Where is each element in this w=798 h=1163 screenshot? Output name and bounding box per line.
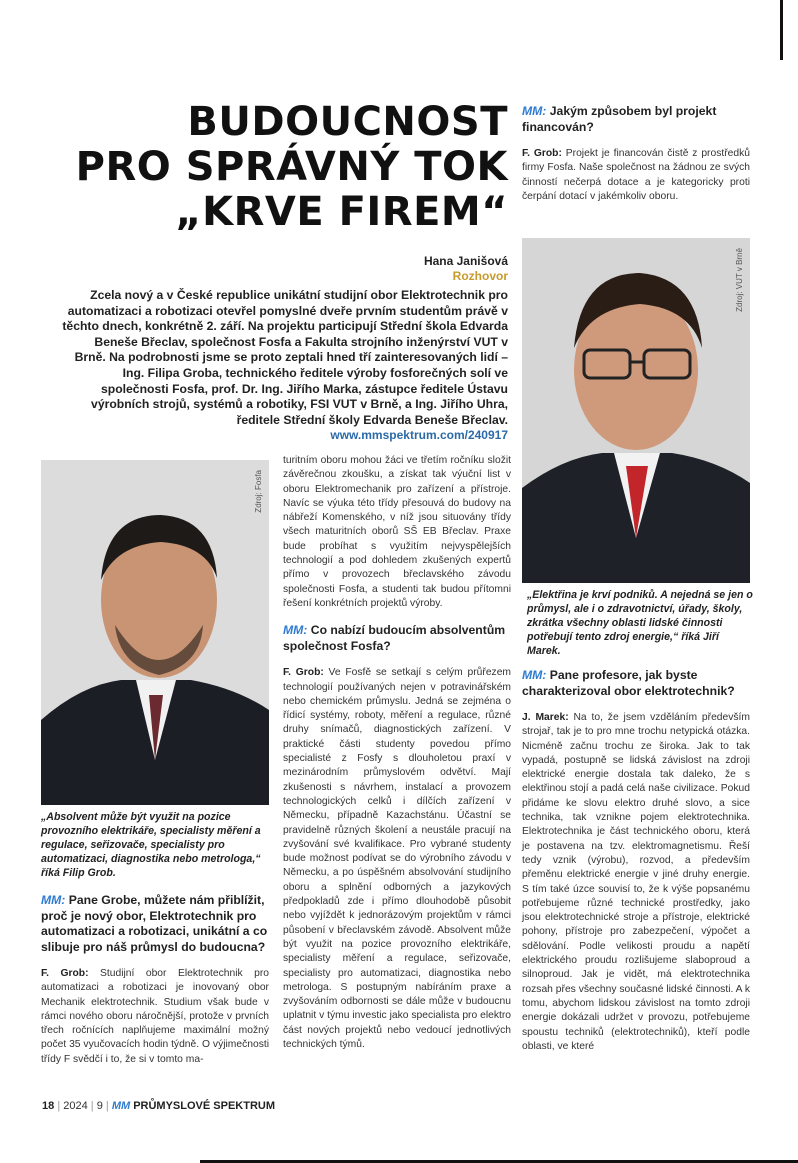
question-right-top: MM: Jakým způsobem byl projekt financován? [522,104,717,134]
crop-mark-right [780,0,783,60]
question-right-bottom: MM: Pane profesore, jak byste charakterizoval obor elektrotechnik? [522,668,735,698]
mm-label: MM: [41,893,66,907]
lead-paragraph: Zcela nový a v České republice unikátní studijní obor Elektrotechnik pro automatizaci a robotizaci otevřel pomyslné dveře prvním studentům právě v těchto dnech, konkrétně 2. září. Na projektu participují Střední škola Edvarda Beneše Břeclav, společnost Fosfa a Fakulta strojního inženýrství VUT v Brně. Na podrobnosti jsme se proto zeptali hned tří zainteresovaných lidí – Ing. Filipa Groba, technického ředitele výroby fosforečných solí ve společnosti Fosfa, prof. Dr. Ing. Jiřího Marka, zástupce ředitele Ústavu výrobních strojů, systémů a robotiky, FSI VUT v Brně, a Ing. Jiřího Uhra, ředitele Střední školy Edvarda Beneše Břeclav. [62,288,508,427]
answer-right-top: F. Grob: Projekt je financován čistě z prostředků firmy Fosfa. Naše společnost na žádnou ze svých činností nečerpá dotace a je kategoricky proti čerpání dotací v jakémkoliv oboru. [522,148,750,202]
photo-credit-vut: Zdroj: VUT v Brně [735,248,744,312]
mm-label: MM: [283,623,308,638]
footer-publication: PRŮMYSLOVÉ SPEKTRUM [133,1100,275,1112]
rubric-label: Rozhovor [452,269,508,283]
question-middle: MM: Co nabízí budoucím absolventům společnost Fosfa? [283,623,506,653]
answer-middle: F. Grob: Ve Fosfě se setkají s celým průřezem technologií používaných nejen v potravinářském nebo chemickém průmyslu. Jedná se zejména o řídicí systémy, roboty, měření a regulace, různé druhy snímačů, diagnostických zařízení. V praktické části studenty povedou přímo specialisté z Fosfy s dlouholetou praxí v mezinárodním průmyslovém odvětví. Mají zkušenosti s návrhem, instalací a provozem technologických celků i dílčích zařízení v Německu, případně Kazachstánu. Účastní se pravidelně různých školení a neustále pracují na zvyšování své kvalifikace. Pro vybrané studenty bude možnost podívat se do výrobního závodu v Německu, a po úspěšném absolvování studijního oboru a splnění odborných a jazykových předpokladů zde i přímo dlouhodobě působit nebo vyjíždět k jednorázovým projektům v rámci působení v břeclavském závodě. Absolvent může být využit na pozice provozního elektrikáře, specialisty měření a regulace, seřizovače, specialisty pro automatizaci, diagnostika nebo metrologa. S postupným nabíráním praxe a zvyšováním odbornosti se dále může v budoucnu uplatnit v týmu investic jako specialista pro elektro část nových projektů nebo vedoucí jednotlivých technických týmů. [283,667,511,1050]
speaker-label: J. Marek: [522,712,569,723]
footer-year: 2024 [63,1100,88,1112]
article-url-link[interactable]: www.mmspektrum.com/240917 [330,428,508,442]
continuation-text: turitním oboru mohou žáci ve třetím ročníku složit závěrečnou zkoušku, a získat tak výuční list v oboru Elektromechanik pro zařízení a přístroje. Navíc se výuka této třídy přesouvá do budovy na nábřeží Komenského, v níž jsou situovány třídy všech maturitních oborů SŠ EB Břeclav. Praxe bude probíhat s využitím nejvyspělejších technologií a pod dohledem zkušených expertů přímo v provozech břeclavského závodu společnosti Fosfa, a studenti tak budou přítomni řešení konkrétních projektů výroby. [283,455,511,609]
page-footer: 18 | 2024 | 9 | MM PRŮMYSLOVÉ SPEKTRUM [42,1100,275,1112]
caption-marek: „Elektřina je krví podniků. A nejedná se jen o průmysl, ale i o zdravotnictví, úřady, školy, zkrátka všechny oblasti lidské činnosti potřebují tento zdroj energie,“ říká Jiří Marek. [527,589,753,657]
speaker-label: F. Grob: [283,667,324,679]
mm-label: MM: [522,104,547,118]
mm-label: MM: [522,668,547,682]
answer-right-bottom: J. Marek: Na to, že jsem vzděláním především strojař, tak je to pro mne trochu netypická otázka. Nicméně začnu trochu ze široka. Jak to tak vypadá, postupně se lidská závislost na zdroji elektrické energie dostala tak daleko, že s elektřinou stojí a padá celá naše civilizace. Pokud přidáme ke slovu elektro druhé slovo, a sice technika, tak vznikne pojem elektrotechnika. Elektrotechnika je část technického oboru, která je postavena na tzv. elektromagnetismu. Řeší tedy vznik (výrobu), rozvod, a především přeměnu elektrické energie v jiné druhy energie. S tím také úzce souvisí to, že k výše popsanému potřebujeme různé technické prostředky, jako jsou elektrotechnické stroje a přístroje, elektrické pohony, přístroje pro zabezpečení, výpočet a sdělování. Podle velikosti proudu a napětí elektrického proudu rozlišujeme slaboproud a silnoproud. Jak je vidět, má elektrotechnika rozsah přes všechny současné lidské činnosti. A k tomu, abychom lidskou závislost na tomto zdroji energie dokázali udržet v provozu, potřebujeme spoustu techniků (elektrotechniků), kteří podle oblasti, ve které [522,712,750,1052]
byline [300,254,508,284]
title-line-2: PRO SPRÁVNÝ TOK [75,144,508,190]
speaker-label: F. Grob: [522,148,562,159]
column-right-bottom [522,668,750,1054]
footer-issue: 9 [96,1100,103,1112]
portrait-marek-illustration [522,238,750,583]
photo-jiri-marek [522,238,750,583]
column-right-top [522,104,750,204]
article-title [60,100,508,235]
author-name: Hana Janišová [423,254,508,268]
answer-left: F. Grob: Studijní obor Elektrotechnik pro automatizaci a robotizaci je inovovaný obor Mechanik elektrotechnik. Studium však bude v rámci nového oboru náročnější, protože v prvních třech ročnících naplňujeme maximální možný počet 35 vyučovacích hodin týdně. O výjimečnosti třídy F svědčí i to, že si v tomto ma- [41,968,269,1065]
photo-credit-fosfa: Zdroj: Fosfa [254,470,263,513]
title-line-3: „KRVE FIREM“ [175,189,508,235]
speaker-label: F. Grob: [41,968,89,979]
footer-mm-logo: MM [111,1100,131,1112]
page-number: 18 [42,1100,55,1112]
photo-filip-grob [41,460,269,805]
question-left: MM: Pane Grobe, můžete nám přiblížit, proč je nový obor, Elektrotechnik pro automatizaci a robotizaci, unikátní a co slibuje pro náš průmysl do budoucna? [41,893,268,954]
title-line-1: BUDOUCNOST [187,99,508,145]
column-left [41,893,269,1067]
portrait-grob-illustration [41,460,269,805]
column-middle [283,454,511,1052]
caption-grob: „Absolvent může být využit na pozice provozního elektrikáře, specialisty měření a regulace, seřizovače, specialisty pro automatizaci, diagnostika nebo metrologa,“ říká Filip Grob. [41,811,261,879]
